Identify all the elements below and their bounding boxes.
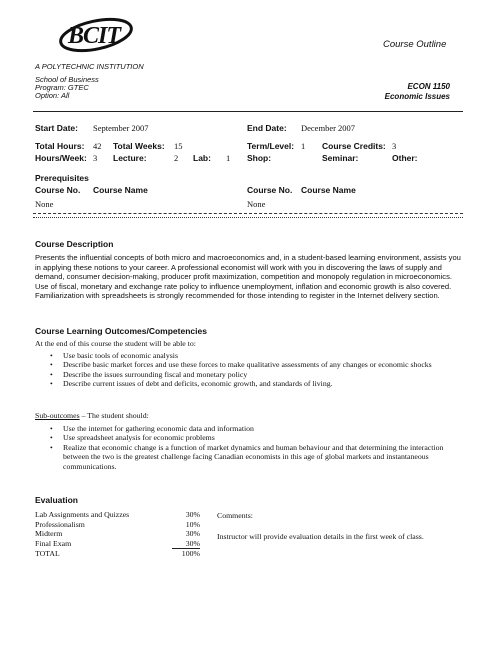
table-row <box>35 520 200 530</box>
bullet-icon: • <box>50 360 53 370</box>
end-date-label: End Date: <box>247 123 287 133</box>
course-credits: 3 <box>392 141 397 151</box>
list-item <box>50 379 458 389</box>
list-item <box>50 424 458 433</box>
bullet-icon: • <box>50 433 53 443</box>
evaluation-table <box>35 510 200 559</box>
option: Option: All <box>35 91 70 100</box>
prereq-col-no-right: Course No. <box>247 185 293 195</box>
term-level: 1 <box>301 141 306 151</box>
prereq-col-name-left: Course Name <box>93 185 148 195</box>
outcome-text: Describe basic market forces and use these forces to make qualitative assessments of any changes or economic shocks <box>63 360 432 370</box>
table-row <box>35 529 200 539</box>
outcomes-heading: Course Learning Outcomes/Competencies <box>35 326 207 336</box>
prereq-col-no-left: Course No. <box>35 185 81 195</box>
prerequisites-heading: Prerequisites <box>35 173 89 183</box>
eval-item: TOTAL <box>35 549 60 559</box>
outcomes-list <box>50 351 458 389</box>
eval-item: Final Exam <box>35 539 72 549</box>
outcome-text: Describe the issues surrounding fiscal and monetary policy <box>63 369 248 379</box>
lecture-label: Lecture: <box>113 153 147 163</box>
outcome-text: Describe current issues of debt and deficits, economic growth, and standards of living. <box>63 379 333 389</box>
description-text: Presents the influential concepts of both micro and macroeconomics and, in a student-based learning environment, assists you in applying these notions to your career. A professional economist will work with you in discovering the laws of supply and demand, consumer decision-making, producer profit maximization, competition and monopoly regulation in microeconomics. Use of fiscal, monetary and exchange rate policy to influence unemployment, inflation and economic growth is also covered. Familiarization with spreadsheets is strongly recommended for those intending to register in the Internet delivery section. <box>35 253 461 301</box>
eval-pct: 100% <box>181 549 200 559</box>
sub-outcomes-list <box>50 424 458 471</box>
list-item <box>50 360 458 370</box>
sub-outcomes-intro-text: – The student should: <box>79 411 149 420</box>
total-hours-label: Total Hours: <box>35 141 85 151</box>
header-divider <box>33 111 463 112</box>
hours-week-label: Hours/Week: <box>35 153 87 163</box>
bullet-icon: • <box>50 369 53 379</box>
bullet-icon: • <box>50 379 53 389</box>
prereq-divider <box>33 213 463 214</box>
tagline: A POLYTECHNIC INSTITUTION <box>35 62 144 71</box>
list-item <box>50 351 458 360</box>
eval-item: Midterm <box>35 529 63 539</box>
comments-label: Comments: <box>217 511 253 520</box>
total-weeks-label: Total Weeks: <box>113 141 165 151</box>
sub-outcomes-label: Sub-outcomes <box>35 411 80 420</box>
start-date: September 2007 <box>93 123 149 133</box>
program: Program: GTEC <box>35 83 89 92</box>
prereq-right-value: None <box>247 199 266 209</box>
seminar-label: Seminar: <box>322 153 359 163</box>
logo-text: BCIT <box>68 23 121 49</box>
school-name: School of Business <box>35 75 99 84</box>
prereq-left-value: None <box>35 199 54 209</box>
course-code: ECON 1150 <box>407 82 450 91</box>
course-credits-label: Course Credits: <box>322 141 386 151</box>
table-row <box>35 510 200 520</box>
eval-pct: 30% <box>185 510 200 519</box>
description-heading: Course Description <box>35 239 114 249</box>
course-title: Economic Issues <box>384 92 450 101</box>
lab-label: Lab: <box>193 153 211 163</box>
evaluation-heading: Evaluation <box>35 495 78 505</box>
list-item <box>50 442 458 471</box>
list-item <box>50 369 458 379</box>
end-date: December 2007 <box>301 123 356 133</box>
eval-item: Professionalism <box>35 519 85 529</box>
comments-text: Instructor will provide evaluation details in the first week of class. <box>217 532 424 541</box>
list-item <box>50 433 458 443</box>
sub-outcome-text: Realize that economic change is a function of market dynamics and human behaviour and that determining the interaction between the two is the greatest challenge facing Canadian economists in this age of global markets and instantaneous communications. <box>63 442 444 471</box>
lecture: 2 <box>174 153 179 163</box>
bullet-icon: • <box>50 442 53 452</box>
eval-pct: 10% <box>185 519 200 529</box>
shop-label: Shop: <box>247 153 272 163</box>
eval-pct: 30% <box>185 529 200 539</box>
bullet-icon: • <box>50 351 53 360</box>
sub-outcome-text: Use spreadsheet analysis for economic problems <box>63 433 215 443</box>
sub-outcome-text: Use the internet for gathering economic data and information <box>63 424 254 433</box>
outcomes-intro: At the end of this course the student will be able to: <box>35 339 196 348</box>
sub-outcomes-intro <box>35 411 149 420</box>
bullet-icon: • <box>50 424 53 433</box>
table-row <box>35 549 200 559</box>
doc-type: Course Outline <box>383 39 447 50</box>
term-level-label: Term/Level: <box>247 141 295 151</box>
bcit-logo <box>56 15 136 59</box>
eval-item: Lab Assignments and Quizzes <box>35 510 130 519</box>
table-row <box>35 539 200 549</box>
total-hours: 42 <box>93 141 102 151</box>
outcome-text: Use basic tools of economic analysis <box>63 351 178 360</box>
prereq-divider-2 <box>33 217 463 218</box>
other-label: Other: <box>392 153 418 163</box>
total-weeks: 15 <box>174 141 183 151</box>
hours-week: 3 <box>93 153 98 163</box>
start-date-label: Start Date: <box>35 123 78 133</box>
prereq-col-name-right: Course Name <box>301 185 356 195</box>
lab: 1 <box>226 153 231 163</box>
eval-pct: 30% <box>172 539 200 549</box>
